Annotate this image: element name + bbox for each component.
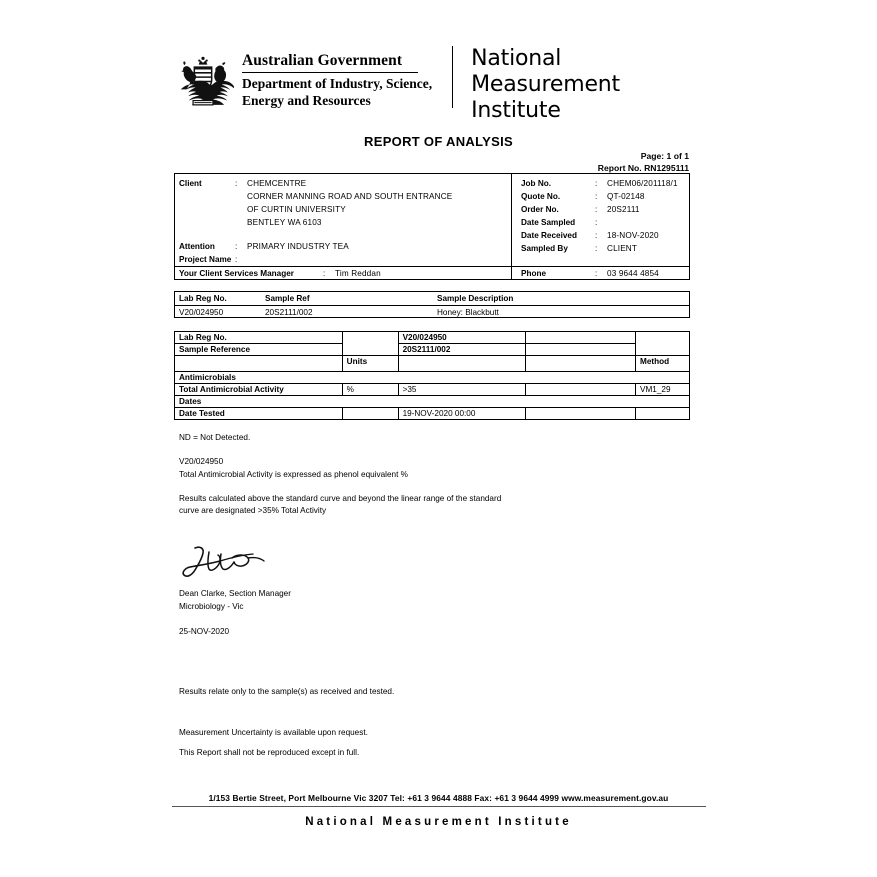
client-label: Client [179,179,202,188]
date-tested-units [342,408,398,420]
order-no-value: 20S2111 [607,205,640,214]
page-title: REPORT OF ANALYSIS [364,134,513,149]
job-no-value: CHEM06/201118/1 [607,179,678,188]
results-header-row-1 [175,332,690,344]
attention-label: Attention [179,242,215,251]
notes-line-3: curve are designated >35% Total Activity [179,506,327,516]
section-label-dates: Dates [175,396,690,408]
results-sample-reference-value: 20S2111/002 [398,344,526,356]
results-table-wrapper [174,331,690,423]
client-address-line-1: CORNER MANNING ROAD AND SOUTH ENTRANCE [247,192,453,201]
results-table [174,331,690,420]
header-sample-description: Sample Description [437,294,514,303]
sample-summary-table [174,291,690,318]
notes-line-1: Total Antimicrobial Activity is expressed as phenol equivalent % [179,469,408,479]
government-wordmark [242,44,432,110]
analyte-empty [526,384,636,396]
wordmark-divider [242,72,418,73]
notes-sample-id: V20/024950 [179,457,224,467]
order-no-label: Order No. [521,205,559,214]
quote-no-label: Quote No. [521,192,561,201]
masthead [172,44,620,124]
results-header-row-2 [175,344,690,356]
table-row [175,384,690,396]
phone-colon: : [595,269,598,278]
sample-summary-header-row [175,292,689,305]
masthead-divider [452,46,453,108]
date-tested-label: Date Tested [175,408,343,420]
client-info-box [174,173,690,280]
disclaimer-spacer [179,707,394,719]
results-lab-reg-no-label: Lab Reg No. [175,332,343,344]
section-label-antimicrobials: Antimicrobials [175,372,690,384]
handwritten-signature [178,543,283,583]
date-received-value: 18-NOV-2020 [607,231,659,240]
results-method-spacer [636,332,690,356]
quote-no-value: QT-02148 [607,192,645,201]
results-method-label: Method [636,356,690,372]
results-sample-reference-label: Sample Reference [175,344,343,356]
report-number: Report No. RN1295111 [597,163,689,174]
csm-colon: : [323,269,326,278]
sampled-by-label: Sampled By [521,244,568,253]
client-services-manager-label: Your Client Services Manager [179,269,294,278]
cell-sample-ref: 20S2111/002 [265,308,313,317]
results-header-row-3 [175,356,690,372]
client-address-line-2: OF CURTIN UNIVERSITY [247,205,346,214]
organisation-line-3: Institute [471,97,561,123]
notes-line-2: Results calculated above the standard curve and beyond the linear range of the standard [179,493,502,503]
client-services-manager-value: Tim Reddan [335,269,381,278]
project-name-label: Project Name [179,255,232,264]
results-lab-reg-no-value: V20/024950 [398,332,526,344]
job-no-label: Job No. [521,179,552,188]
analyte-name: Total Antimicrobial Activity [175,384,343,396]
government-line-2: Department of Industry, Science, [242,75,433,91]
header-sample-ref: Sample Ref [265,294,310,303]
disclaimer-line-3: This Report shall not be reproduced except in full. [179,748,360,758]
results-section-antimicrobials [175,372,690,384]
organisation-wordmark [471,44,620,124]
australian-coat-of-arms-icon [172,44,234,113]
footer-address: 1/153 Bertie Street, Port Melbourne Vic 3207 Tel: +61 3 9644 4888 Fax: +61 3 9644 4999 www.measurement.gov.au [208,793,669,803]
disclaimer-line-2: Measurement Uncertainty is available upon request. [179,727,368,737]
quote-no-colon: : [595,192,598,201]
date-tested-value: 19-NOV-2020 00:00 [398,408,526,420]
client-box-column-divider [511,174,512,279]
results-empty-col-1 [526,332,636,344]
disclaimer-line-1: Results relate only to the sample(s) as received and tested. [179,687,395,697]
signature-block [179,588,291,613]
client-address-line-3: BENTLEY WA 6103 [247,218,322,227]
table-row [175,305,689,318]
notes-section [179,432,501,517]
nd-legend: ND = Not Detected. [179,433,251,442]
sampled-by-colon: : [595,244,598,253]
analyte-method: VM1_29 [636,384,690,396]
date-tested-empty [526,408,636,420]
client-colon: : [235,179,238,188]
attention-value: PRIMARY INDUSTRY TEA [247,242,349,251]
government-line-1: Australian Government [242,52,403,69]
notes-spacer-1 [179,444,501,456]
date-sampled-colon: : [595,218,598,227]
phone-value: 03 9644 4854 [607,269,659,278]
header-lab-reg-no: Lab Reg No. [179,294,227,303]
analyte-units: % [342,384,398,396]
disclaimer-section [179,678,394,768]
organisation-line-1: National [471,46,562,71]
results-blank-label [175,356,343,372]
date-received-label: Date Received [521,231,577,240]
signature-date: 25-NOV-2020 [179,627,230,636]
results-section-dates [175,396,690,408]
phone-label: Phone [521,269,547,278]
sampled-by-value: CLIENT [607,244,638,253]
attention-colon: : [235,242,238,251]
cell-sample-description: Honey: Blackbutt [437,308,499,317]
table-row [175,408,690,420]
government-line-3: Energy and Resources [242,92,371,108]
client-name: CHEMCENTRE [247,179,307,188]
order-no-colon: : [595,205,598,214]
job-no-colon: : [595,179,598,188]
analyte-result: >35 [398,384,526,396]
date-tested-method [636,408,690,420]
results-empty-col-2 [526,344,636,356]
footer-organisation: National Measurement Institute [305,816,572,828]
page-number: Page: 1 of 1 [640,151,689,161]
cell-lab-reg-no: V20/024950 [179,308,224,317]
organisation-line-2: Measurement [471,71,620,97]
results-units-label: Units [342,356,398,372]
date-sampled-label: Date Sampled [521,218,576,227]
signer-department: Microbiology - Vic [179,601,244,611]
document-meta [598,150,689,175]
notes-spacer-2 [179,481,501,493]
results-units-spacer [342,332,398,356]
signer-name: Dean Clarke, Section Manager [179,589,291,598]
client-box-divider [175,266,689,267]
project-name-colon: : [235,255,238,264]
footer-divider [172,806,706,807]
date-received-colon: : [595,231,598,240]
results-empty-col-3 [526,356,636,372]
results-blank-value [398,356,526,372]
